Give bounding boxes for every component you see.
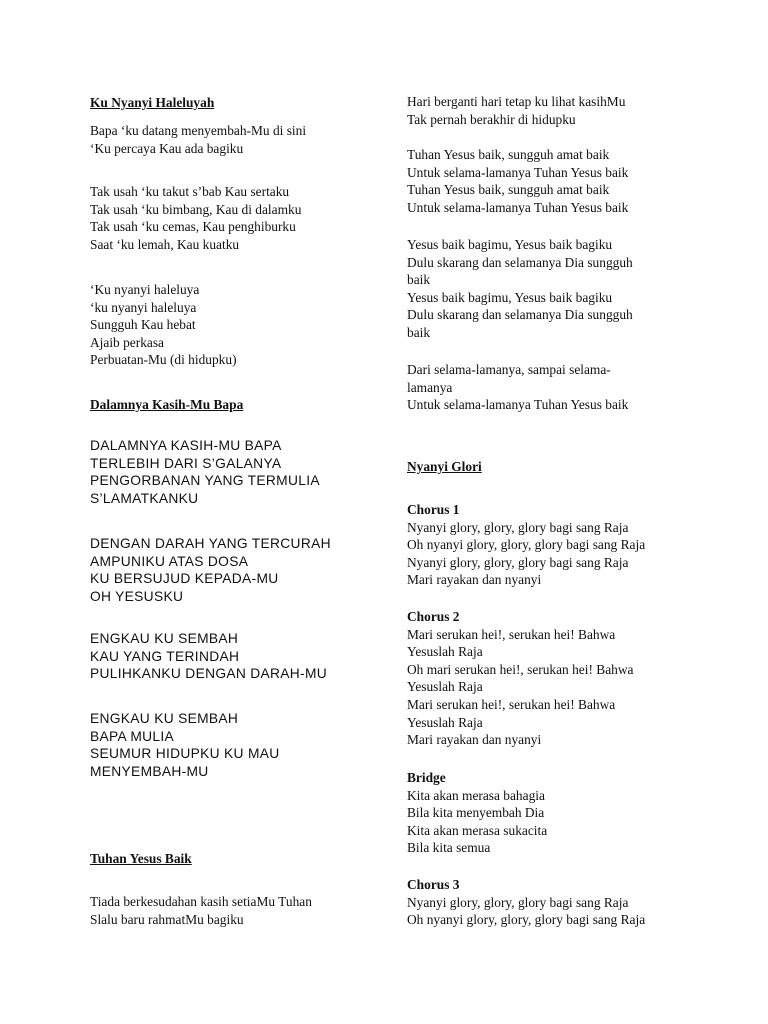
lyric-line: PULIHKANKU DENGAN DARAH-MU	[90, 666, 328, 682]
stanza	[90, 183, 301, 253]
lyric-line: ENGKAU KU SEMBAH	[90, 631, 239, 646]
lyric-line: Tiada berkesudahan kasih setiaMu Tuhan	[90, 894, 312, 909]
stanza	[90, 893, 312, 928]
lyric-line: Slalu baru rahmatMu bagiku	[90, 911, 244, 927]
lyric-line: KAU YANG TERINDAH	[90, 648, 240, 664]
lyric-line: DENGAN DARAH YANG TERCURAH	[90, 536, 331, 551]
lyric-line: Mari rayakan dan nyanyi	[407, 572, 542, 588]
lyric-line: TERLEBIH DARI S’GALANYA	[90, 455, 282, 471]
lyric-line: Tak pernah berakhir di hidupku	[407, 111, 576, 127]
lyric-line: Sungguh Kau hebat	[90, 317, 196, 333]
lyric-line: Yesuslah Raja	[407, 714, 483, 730]
lyric-line: Dulu skarang dan selamanya Dia sungguh	[407, 307, 633, 323]
section-chorus-3	[407, 876, 645, 929]
section-label: Chorus 3	[407, 877, 460, 892]
section-lines	[407, 519, 645, 589]
lyric-line: Tuhan Yesus baik, sungguh amat baik	[407, 147, 610, 162]
section-chorus-2	[407, 608, 633, 749]
section-label: Bridge	[407, 770, 446, 785]
lyric-line: Tuhan Yesus baik, sungguh amat baik	[407, 182, 610, 198]
lyric-line: Kita akan merasa sukacita	[407, 822, 548, 838]
section-lines	[407, 894, 645, 929]
lyric-line: Untuk selama-lamanya Tuhan Yesus baik	[407, 164, 629, 180]
section-lines	[407, 787, 547, 857]
lyric-line: Hari berganti hari tetap ku lihat kasihMu	[407, 94, 626, 109]
lyric-line: Bapa ‘ku datang menyembah-Mu di sini	[90, 123, 307, 138]
section-lines	[407, 626, 633, 749]
lyric-line: Bila kita menyembah Dia	[407, 805, 545, 821]
song-title-dalamnya-kasih-mu-bapa: Dalamnya Kasih-Mu Bapa	[90, 397, 244, 412]
lyric-line: ‘Ku nyanyi haleluya	[90, 282, 200, 297]
lyric-line: Yesus baik bagimu, Yesus baik bagiku	[407, 289, 613, 305]
lyric-line: OH YESUSKU	[90, 588, 184, 604]
lyric-line: KU BERSUJUD KEPADA-MU	[90, 571, 279, 587]
stanza	[90, 437, 320, 507]
stanza	[407, 361, 628, 414]
stanza	[90, 122, 306, 157]
lyric-line: ‘Ku percaya Kau ada bagiku	[90, 140, 244, 156]
song-title-nyanyi-glori: Nyanyi Glori	[407, 459, 482, 474]
song-title-ku-nyanyi-haleluyah: Ku Nyanyi Haleluyah	[90, 95, 215, 110]
lyric-line: DALAMNYA KASIH-MU BAPA	[90, 438, 282, 453]
lyric-line: Mari serukan hei!, serukan hei! Bahwa	[407, 626, 616, 642]
stanza	[407, 93, 625, 128]
lyric-line: Nyanyi glory, glory, glory bagi sang Raja	[407, 554, 629, 570]
lyric-line: Tak usah ‘ku bimbang, Kau di dalamku	[90, 201, 302, 217]
lyric-line: BAPA MULIA	[90, 728, 175, 744]
section-chorus-1	[407, 501, 645, 589]
lyric-line: baik	[407, 272, 431, 288]
stanza	[90, 710, 280, 780]
lyric-line: Untuk selama-lamanya Tuhan Yesus baik	[407, 199, 629, 215]
lyric-line: Bila kita semua	[407, 840, 491, 856]
stanza	[407, 236, 633, 342]
lyric-line: Nyanyi glory, glory, glory bagi sang Raja	[407, 894, 629, 910]
lyric-line: Oh nyanyi glory, glory, glory bagi sang Raja	[407, 537, 646, 553]
lyric-line: Oh nyanyi glory, glory, glory bagi sang Raja	[407, 912, 646, 928]
lyric-line: ‘ku nyanyi haleluya	[90, 299, 197, 315]
lyric-line: ENGKAU KU SEMBAH	[90, 711, 239, 726]
song-title-tuhan-yesus-baik: Tuhan Yesus Baik	[90, 851, 192, 866]
stanza	[90, 535, 331, 605]
lyric-line: Mari serukan hei!, serukan hei! Bahwa	[407, 696, 616, 712]
lyric-line: Dulu skarang dan selamanya Dia sungguh	[407, 254, 633, 270]
lyric-line: MENYEMBAH-MU	[90, 763, 209, 779]
stanza	[90, 630, 327, 683]
lyric-line: Tak usah ‘ku cemas, Kau penghiburku	[90, 219, 296, 235]
lyric-line: Yesuslah Raja	[407, 644, 483, 660]
lyric-line: Perbuatan-Mu (di hidupku)	[90, 352, 237, 368]
lyric-line: Oh mari serukan hei!, serukan hei! Bahwa	[407, 661, 634, 677]
lyric-line: S’LAMATKANKU	[90, 490, 199, 506]
lyric-line: Dari selama-lamanya, sampai selama-	[407, 362, 611, 377]
lyric-line: baik	[407, 324, 431, 340]
section-bridge	[407, 769, 547, 857]
lyric-line: lamanya	[407, 379, 453, 395]
lyric-line: Mari rayakan dan nyanyi	[407, 732, 542, 748]
section-label: Chorus 1	[407, 502, 460, 517]
stanza	[407, 146, 628, 216]
lyric-line: Untuk selama-lamanya Tuhan Yesus baik	[407, 397, 629, 413]
section-label: Chorus 2	[407, 609, 460, 624]
lyric-line: PENGORBANAN YANG TERMULIA	[90, 473, 320, 489]
lyric-line: Yesus baik bagimu, Yesus baik bagiku	[407, 237, 613, 252]
lyric-line: Nyanyi glory, glory, glory bagi sang Raja	[407, 519, 629, 535]
lyric-line: Tak usah ‘ku takut s’bab Kau sertaku	[90, 184, 290, 199]
stanza	[90, 281, 237, 369]
lyric-line: Kita akan merasa bahagia	[407, 787, 545, 803]
lyric-line: SEUMUR HIDUPKU KU MAU	[90, 746, 280, 762]
lyric-line: AMPUNIKU ATAS DOSA	[90, 553, 249, 569]
lyric-line: Yesuslah Raja	[407, 679, 483, 695]
lyric-line: Saat ‘ku lemah, Kau kuatku	[90, 236, 240, 252]
lyric-line: Ajaib perkasa	[90, 334, 164, 350]
